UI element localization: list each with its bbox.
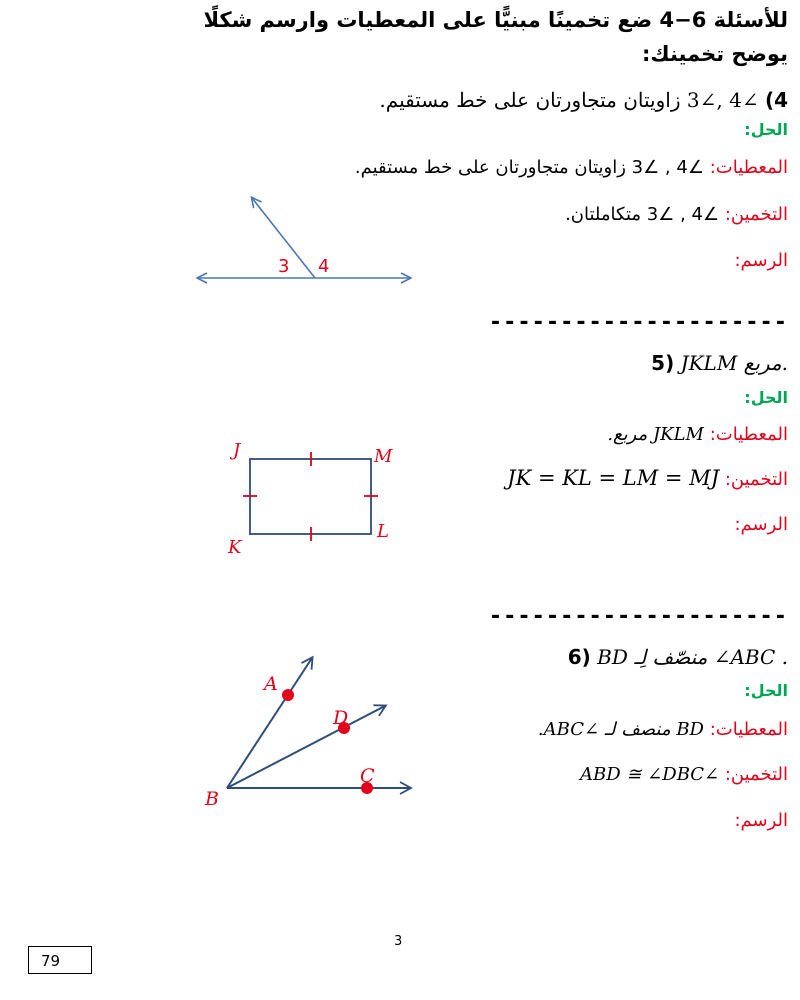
question-6-given-value: BD منصف لـ ∠ABC. <box>537 719 704 740</box>
vertex-l-label: L <box>377 521 389 542</box>
question-6-statement: BD منصّف لِـ ∠ABC . <box>597 645 788 669</box>
question-4-statement-row <box>188 88 788 112</box>
question-5-statement-row <box>388 351 788 375</box>
question-5-statement: JKLM مربع. <box>680 351 788 375</box>
question-5-solution-label: الحل: <box>744 388 788 407</box>
question-6-conjecture-value: ∠ABD ≅ ∠DBC <box>580 764 720 785</box>
instructions-line-2: يوضح تخمينك: <box>642 42 788 66</box>
question-4-number: 4) <box>764 88 788 112</box>
question-5-given-value: JKLM مربع. <box>607 424 704 445</box>
point-a-label: A <box>264 673 278 695</box>
page-number-box: 79 <box>28 946 92 974</box>
question-5-number: 5) <box>651 351 675 375</box>
adjacent-angles-figure <box>190 190 420 300</box>
point-c-label: C <box>360 765 375 787</box>
point-b-label: B <box>205 788 219 810</box>
question-6-conjecture-row <box>488 764 788 785</box>
separator-2: --------------------- <box>488 604 788 629</box>
question-6-drawing-label: الرسم: <box>734 810 788 831</box>
question-5-conjecture-label: التخمين: <box>724 469 788 490</box>
question-4-given-row <box>228 157 788 178</box>
square-jklm-figure <box>225 438 405 568</box>
question-4-conjecture-value: ∠4 , ∠3 متكاملتان. <box>565 204 720 225</box>
point-a <box>282 689 294 701</box>
vertex-k-label: K <box>228 537 242 558</box>
question-5-drawing-label: الرسم: <box>734 514 788 535</box>
question-4-statement: ∠4 ,∠3 زاويتان متجاورتان على خط مستقيم. <box>379 88 759 112</box>
question-6-solution-label: الحل: <box>744 681 788 700</box>
angle-4-label: 4 <box>318 256 330 277</box>
square-outline <box>250 459 371 534</box>
question-4-given-label: المعطيات: <box>709 157 788 178</box>
angle-3-label: 3 <box>278 256 290 277</box>
question-4-given-value: ∠4 , ∠3 زاويتان متجاورتان على خط مستقيم. <box>354 157 704 178</box>
vertex-m-label: M <box>374 446 393 467</box>
question-6-given-row <box>458 719 788 740</box>
question-5-conjecture-row <box>428 466 788 490</box>
question-6-given-label: المعطيات: <box>709 719 788 740</box>
question-4-solution-label: الحل: <box>744 120 788 139</box>
separator-1: --------------------- <box>488 310 788 335</box>
vertex-j-label: J <box>233 440 241 461</box>
question-4-drawing-label: الرسم: <box>734 250 788 271</box>
angle-bisector-figure <box>200 650 420 820</box>
question-5-given-row <box>488 424 788 445</box>
question-5-conjecture-value: JK = KL = LM = MJ <box>507 466 720 490</box>
question-5-given-label: المعطيات: <box>709 424 788 445</box>
question-6-statement-row <box>388 645 788 669</box>
page-number-center: 3 <box>394 934 403 949</box>
point-d-label: D <box>333 707 349 729</box>
question-6-conjecture-label: التخمين: <box>724 764 788 785</box>
instructions-line-1: للأسئلة 6−4 ضع تخمينًا مبنيًّا على المعطيات وارسم شكلًا <box>203 8 788 32</box>
question-4-conjecture-label: التخمين: <box>724 204 788 225</box>
question-4-conjecture-row <box>488 204 788 225</box>
question-6-number: 6) <box>567 645 591 669</box>
